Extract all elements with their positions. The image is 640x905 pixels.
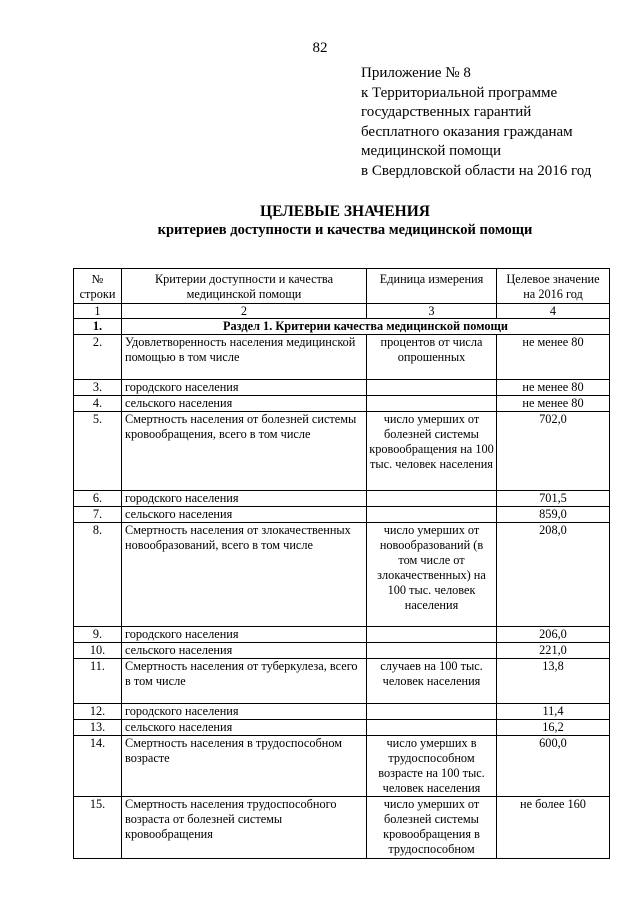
- row-number-cell: 8.: [74, 523, 122, 627]
- unit-cell: [367, 720, 497, 736]
- table-row: [74, 643, 610, 659]
- unit-cell: [367, 396, 497, 412]
- column-index-row: [74, 304, 610, 319]
- criterion-cell: Удовлетворенность населения медицинской помощью в том числе: [122, 335, 367, 380]
- row-number-cell: 7.: [74, 507, 122, 523]
- header-criterion: Критерии доступности и качества медицинской помощи: [122, 269, 367, 304]
- unit-cell: число умерших от болезней системы кровообращения на 100 тыс. человек населения: [367, 412, 497, 491]
- unit-cell: число умерших от новообразований (в том числе от злокачественных) на 100 тыс. человек населения: [367, 523, 497, 627]
- target-value-cell: 11,4: [497, 704, 610, 720]
- document-subtitle: критериев доступности и качества медицинской помощи: [157, 222, 533, 238]
- appendix-line: медицинской помощи: [361, 143, 501, 159]
- header-unit: Единица измерения: [367, 269, 497, 304]
- table-row: [74, 720, 610, 736]
- row-number-cell: 6.: [74, 491, 122, 507]
- table-row: [74, 736, 610, 797]
- column-index: 1: [74, 304, 122, 319]
- header-row-number: № строки: [74, 269, 122, 304]
- criterion-cell: городского населения: [122, 627, 367, 643]
- target-value-cell: 859,0: [497, 507, 610, 523]
- table-row: [74, 659, 610, 704]
- target-value-cell: 701,5: [497, 491, 610, 507]
- header-target-value: Целевое значение на 2016 год: [497, 269, 610, 304]
- criterion-cell: Смертность населения от болезней системы кровообращения, всего в том числе: [122, 412, 367, 491]
- unit-cell: процентов от числа опрошенных: [367, 335, 497, 380]
- unit-cell: [367, 380, 497, 396]
- table-row: [74, 627, 610, 643]
- target-value-cell: 221,0: [497, 643, 610, 659]
- target-value-cell: не менее 80: [497, 335, 610, 380]
- column-index: 2: [122, 304, 367, 319]
- row-number-cell: 15.: [74, 797, 122, 859]
- table-row: [74, 507, 610, 523]
- table-row: [74, 396, 610, 412]
- document-title: ЦЕЛЕВЫЕ ЗНАЧЕНИЯ: [260, 203, 430, 220]
- target-value-cell: не менее 80: [497, 396, 610, 412]
- table-row: [74, 704, 610, 720]
- unit-cell: [367, 643, 497, 659]
- appendix-note: [361, 64, 591, 181]
- appendix-line: Приложение № 8: [361, 65, 471, 81]
- row-number-cell: 3.: [74, 380, 122, 396]
- row-number-cell: 13.: [74, 720, 122, 736]
- criterion-cell: городского населения: [122, 491, 367, 507]
- unit-cell: [367, 627, 497, 643]
- criterion-cell: сельского населения: [122, 720, 367, 736]
- table-row: [74, 797, 610, 859]
- row-number-cell: 4.: [74, 396, 122, 412]
- unit-cell: случаев на 100 тыс. человек населения: [367, 659, 497, 704]
- criterion-cell: городского населения: [122, 380, 367, 396]
- page-number: 82: [312, 40, 328, 56]
- column-index: 3: [367, 304, 497, 319]
- appendix-line: в Свердловской области на 2016 год: [361, 162, 592, 179]
- row-number-cell: 12.: [74, 704, 122, 720]
- row-number-cell: 11.: [74, 659, 122, 704]
- target-value-cell: 13,8: [497, 659, 610, 704]
- target-value-cell: 206,0: [497, 627, 610, 643]
- criterion-cell: Смертность населения от туберкулеза, всего в том числе: [122, 659, 367, 704]
- target-value-cell: 208,0: [497, 523, 610, 627]
- row-number-cell: 5.: [74, 412, 122, 491]
- criteria-table: [73, 268, 610, 859]
- table-row: [74, 491, 610, 507]
- table-row: [74, 523, 610, 627]
- unit-cell: [367, 507, 497, 523]
- table-row: [74, 412, 610, 491]
- row-number-cell: 10.: [74, 643, 122, 659]
- appendix-line: к Территориальной программе: [361, 84, 558, 101]
- section-row: [74, 319, 610, 335]
- column-index: 4: [497, 304, 610, 319]
- criterion-cell: Смертность населения в трудоспособном возрасте: [122, 736, 367, 797]
- unit-cell: число умерших в трудоспособном возрасте на 100 тыс. человек населения: [367, 736, 497, 797]
- criterion-cell: Смертность населения трудоспособного возраста от болезней системы кровообращения: [122, 797, 367, 859]
- row-number-cell: 2.: [74, 335, 122, 380]
- criterion-cell: Смертность населения от злокачественных новообразований, всего в том числе: [122, 523, 367, 627]
- criterion-cell: сельского населения: [122, 643, 367, 659]
- appendix-line: государственных гарантий: [361, 104, 532, 120]
- row-number-cell: 9.: [74, 627, 122, 643]
- target-value-cell: 16,2: [497, 720, 610, 736]
- criterion-cell: городского населения: [122, 704, 367, 720]
- unit-cell: [367, 704, 497, 720]
- target-value-cell: не менее 80: [497, 380, 610, 396]
- criterion-cell: сельского населения: [122, 507, 367, 523]
- unit-cell: [367, 491, 497, 507]
- section-title: Раздел 1. Критерии качества медицинской помощи: [122, 319, 610, 335]
- table-header-row: [74, 269, 610, 304]
- target-value-cell: 702,0: [497, 412, 610, 491]
- table-row: [74, 380, 610, 396]
- appendix-line: бесплатного оказания гражданам: [361, 123, 573, 140]
- criterion-cell: сельского населения: [122, 396, 367, 412]
- row-number-cell: 14.: [74, 736, 122, 797]
- table-row: [74, 335, 610, 380]
- target-value-cell: не более 160: [497, 797, 610, 859]
- section-number: 1.: [74, 319, 122, 335]
- target-value-cell: 600,0: [497, 736, 610, 797]
- unit-cell: число умерших от болезней системы кровообращения в трудоспособном: [367, 797, 497, 859]
